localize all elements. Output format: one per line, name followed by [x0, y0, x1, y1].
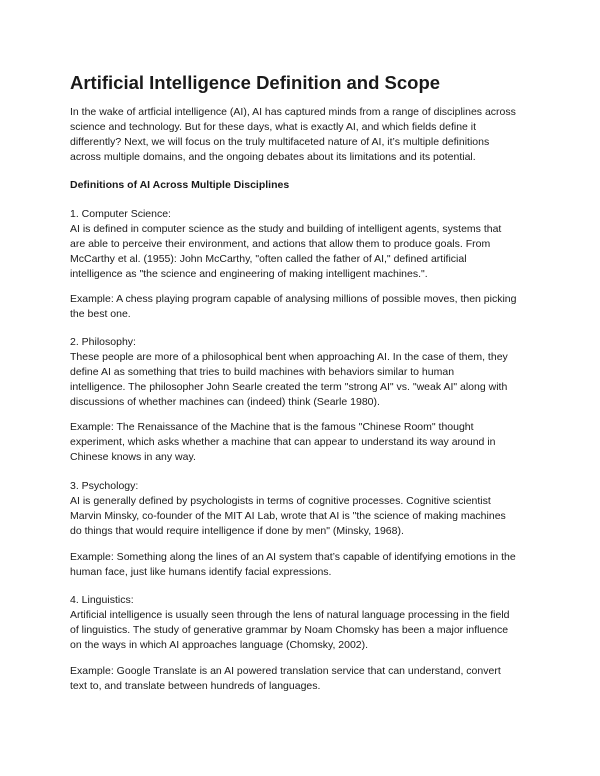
subsection-heading: 3. Psychology:	[70, 480, 139, 492]
text-line: human face, just like humans identify facial expressions.	[70, 566, 332, 578]
text-line: science and technology. But for these days, what is exactly AI, and which fields define it	[70, 121, 477, 133]
philosophy-section	[70, 335, 532, 410]
psychology-section	[70, 479, 532, 539]
text-line: differently? Next, we will focus on the truly multifaceted nature of AI, it’s multiple definitions	[70, 136, 490, 148]
text-line: These people are more of a philosophical bent when approaching AI. In the case of them, they	[70, 351, 508, 363]
text-line: Example: Google Translate is an AI powered translation service that can understand, convert	[70, 665, 501, 677]
text-line: text to, and translate between hundreds of languages.	[70, 680, 321, 692]
philosophy-example	[70, 420, 532, 465]
computer-science-section	[70, 207, 532, 282]
text-line: Example: A chess playing program capable of analysing millions of possible moves, then picking	[70, 293, 517, 305]
subsection-heading: 4. Linguistics:	[70, 594, 134, 606]
text-line: Example: The Renaissance of the Machine that is the famous "Chinese Room" thought	[70, 421, 474, 433]
section-heading: Definitions of AI Across Multiple Disciplines	[70, 179, 290, 191]
text-line: define AI as something that tries to build machines with behaviors similar to human	[70, 366, 455, 378]
subsection-heading: 2. Philosophy:	[70, 336, 136, 348]
text-line: do things that would require intelligence if done by men" (Minsky, 1968).	[70, 525, 404, 537]
text-line: are able to perceive their environment, and actions that allow them to produce goals. From	[70, 238, 491, 250]
text-line: Chinese knows in any way.	[70, 451, 196, 463]
text-line: McCarthy et al. (1955): John McCarthy, "often called the father of AI," defined artificial	[70, 253, 467, 265]
psychology-example	[70, 550, 532, 580]
text-line: In the wake of artficial intelligence (AI), AI has captured minds from a range of disciplines across	[70, 106, 516, 118]
text-line: across multiple domains, and the ongoing debates about its limitations and its potential.	[70, 151, 476, 163]
text-line: on the ways in which AI approaches language (Chomsky, 2002).	[70, 639, 369, 651]
text-line: Marvin Minsky, co-founder of the MIT AI Lab, wrote that AI is "the science of making machines	[70, 510, 506, 522]
computer-science-example	[70, 292, 532, 322]
text-line: discussions of whether machines can (indeed) think (Searle 1980).	[70, 396, 380, 408]
text-line: Example: Something along the lines of an AI system that’s capable of identifying emotions in the	[70, 551, 516, 563]
text-line: the best one.	[70, 308, 131, 320]
text-line: Artificial intelligence is usually seen through the lens of natural language processing in the field	[70, 609, 510, 621]
document-title: Artificial Intelligence Definition and Scope	[70, 72, 441, 93]
text-line: experiment, which asks whether a machine that can appear to understand its way around in	[70, 436, 496, 448]
linguistics-example	[70, 664, 532, 694]
intro-paragraph	[70, 105, 532, 165]
text-line: AI is generally defined by psychologists in terms of cognitive processes. Cognitive scientist	[70, 495, 491, 507]
linguistics-section	[70, 593, 532, 653]
text-line: AI is defined in computer science as the study and building of intelligent agents, systems that	[70, 223, 502, 235]
text-line: of linguistics. The study of generative grammar by Noam Chomsky has been a major influence	[70, 624, 509, 636]
text-line: intelligence as "the science and engineering of making intelligent machines.".	[70, 268, 428, 280]
subsection-heading: 1. Computer Science:	[70, 208, 171, 220]
text-line: intelligence. The philosopher John Searle created the term "strong AI" vs. "weak AI" along with	[70, 381, 508, 393]
